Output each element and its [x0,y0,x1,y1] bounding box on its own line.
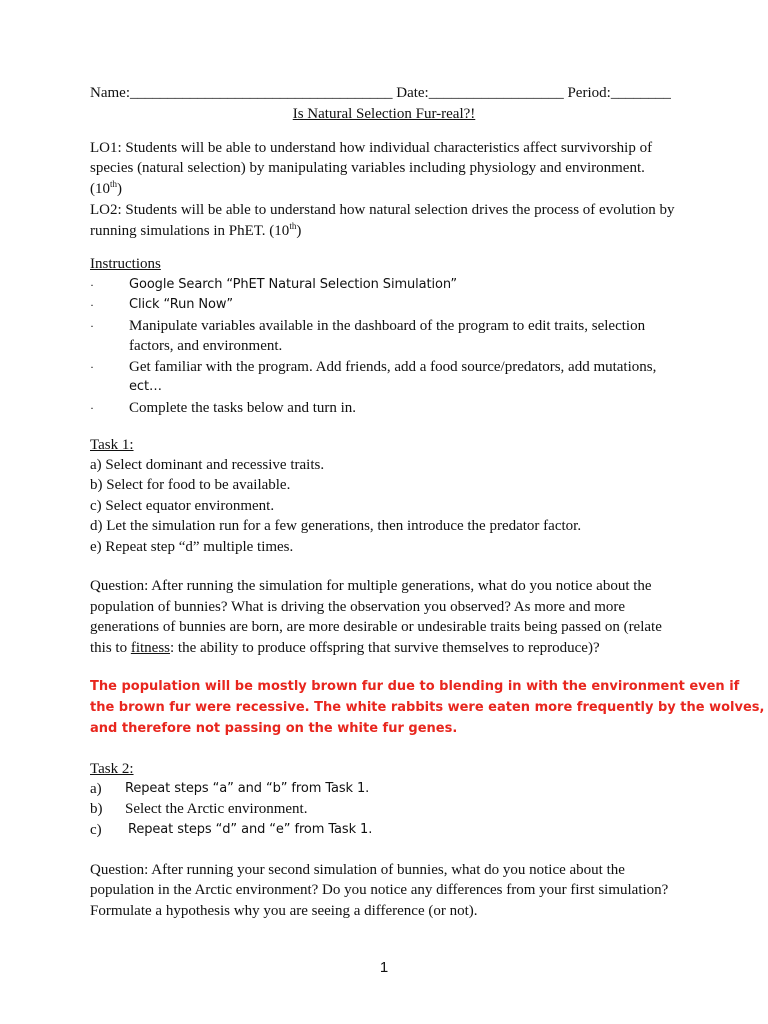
date-blank: __________________ [428,85,564,101]
lo1-grade-close: ) [117,181,123,197]
task1-answer-line: and therefore not passing on the white fur genes. [90,721,458,736]
task2-question-line: Question: After running your second simulation of bunnies, what do you notice about the [90,862,625,878]
task2-step-c-label: c) [90,822,102,838]
task1-step: c) Select equator environment. [90,498,275,514]
task2-heading [90,759,134,779]
bullet-4: · [90,360,94,374]
instructions-heading [90,254,161,274]
bullet-3: · [90,319,94,333]
instructions-heading-text: Instructions [90,256,161,272]
lo1-line1: LO1: Students will be able to understand how individual characteristics affect survivorship of [90,140,653,156]
question-text: this to [90,640,131,656]
task1-step: b) Select for food to be available. [90,477,291,493]
page-title-row [0,104,768,124]
task2-step-c: Repeat steps “d” and “e” from Task 1. [128,822,373,837]
task2-question-line: Formulate a hypothesis why you are seeing a difference (or not). [90,903,478,919]
period-label: Period: [567,85,611,101]
lo2-line1: LO2: Students will be able to understand how natural selection drives the process of evolution by [90,202,675,218]
task1-heading-text: Task 1: [90,437,134,453]
page-number: 1 [379,959,389,976]
header-line [90,83,671,103]
lo2-grade-close: ) [296,223,302,239]
task2-step-b-label: b) [90,801,103,817]
lo1-grade-text: (10 [90,181,110,197]
date-label: Date: [396,85,429,101]
instruction-item: Google Search “PhET Natural Selection Simulation” [129,277,457,292]
task2-step-a: Repeat steps “a” and “b” from Task 1. [125,781,370,796]
lo1-line2: species (natural selection) by manipulating variables including physiology and environment. [90,160,645,176]
task1-question-line: generations of bunnies are born, are more desirable or undesirable traits being passed on (relate [90,619,662,635]
task1-question-line [90,638,600,658]
lo2-grade-sup: th [289,221,297,231]
bullet-5: · [90,401,94,415]
task2-question-line: population in the Arctic environment? Do you notice any differences from your first simulation? [90,882,669,898]
task1-step-e: e) Repeat step “d” multiple times. [90,539,294,555]
period-blank: ________ [610,85,671,101]
task1-answer-line: The population will be mostly brown fur due to blending in with the environment even if [90,679,740,694]
instruction-item-continued: factors, and environment. [129,338,283,354]
bullet-1: · [90,278,94,292]
task2-heading-text: Task 2: [90,761,134,777]
instruction-item: Manipulate variables available in the dashboard of the program to edit traits, selection [129,318,646,334]
instruction-item: Click “Run Now” [129,297,234,312]
question-text: : the ability to produce offspring that survive themselves to reproduce)? [170,640,600,656]
lo2-line2-text: running simulations in PhET. (10 [90,223,290,239]
bullet-2: · [90,298,94,312]
lo1-grade [90,179,122,199]
task1-heading [90,435,134,455]
instruction-item-continued: ect… [129,379,162,394]
page-title: Is Natural Selection Fur-real?! [292,106,476,122]
task1-step [90,537,293,557]
task1-step: d) Let the simulation run for a few generations, then introduce the predator factor. [90,518,582,534]
lo2-line2 [90,221,301,241]
task1-question-line: Question: After running the simulation for multiple generations, what do you notice about the [90,578,652,594]
fitness-term: fitness [130,640,171,656]
instruction-item: Get familiar with the program. Add friends, add a food source/predators, add mutations, [129,359,657,375]
task1-answer-line: the brown fur were recessive. The white rabbits were eaten more frequently by the wolves, [90,700,765,715]
task1-question-line: population of bunnies? What is driving the observation you observed? As more and more [90,599,626,615]
instruction-item: Complete the tasks below and turn in. [129,400,357,416]
task2-step-b: Select the Arctic environment. [125,801,308,817]
lo1-grade-sup: th [110,179,118,189]
task1-step: a) Select dominant and recessive traits. [90,457,325,473]
name-label: Name: [90,85,130,101]
name-blank: ___________________________________ [129,85,393,101]
task2-step-a-label: a) [90,781,102,797]
